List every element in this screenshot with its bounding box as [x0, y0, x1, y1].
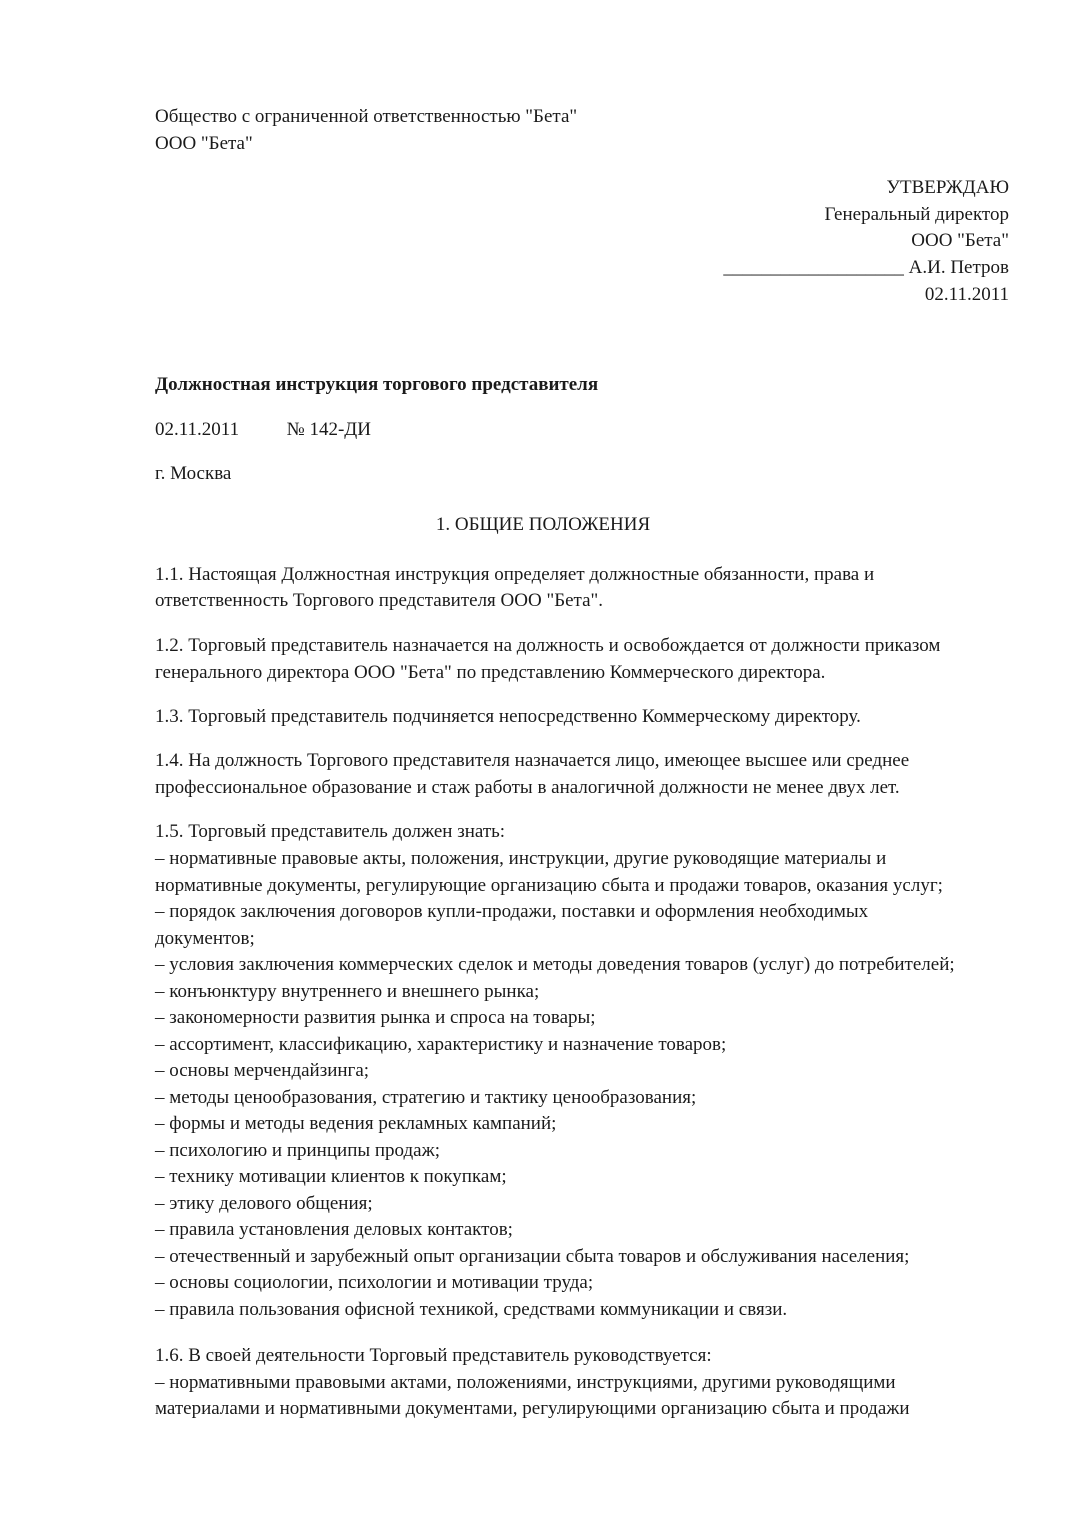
section-1-heading: 1. ОБЩИЕ ПОЛОЖЕНИЯ — [435, 514, 651, 535]
paragraph-1-5-line: – методы ценообразования, стратегию и тактику ценообразования; — [155, 1087, 697, 1108]
approval-date: 02.11.2011 — [924, 284, 1009, 305]
paragraph-1-5-line: 1.5. Торговый представитель должен знать: — [155, 821, 506, 842]
approval-signer: А.И. Петров — [908, 257, 1009, 278]
paragraph-1-5-line: – формы и методы ведения рекламных кампаний; — [155, 1113, 557, 1134]
org-full-name: Общество с ограниченной ответственностью "Бета" — [155, 106, 578, 127]
paragraph-1-1-line: 1.1. Настоящая Должностная инструкция определяет должностные обязанности, права и — [155, 564, 875, 585]
paragraph-1-5-line: – закономерности развития рынка и спроса на товары; — [155, 1007, 596, 1028]
paragraph-1-5-line: нормативные документы, регулирующие организацию сбыта и продажи товаров, оказания услуг; — [155, 875, 943, 896]
paragraph-1-6-line: материалами и нормативными документами, регулирующими организацию сбыта и продажи — [155, 1398, 910, 1419]
paragraph-1-2-line: генерального директора ООО "Бета" по представлению Коммерческого директора. — [155, 662, 826, 683]
paragraph-1-5-line: – конъюнктуру внутреннего и внешнего рынка; — [155, 981, 540, 1002]
paragraph-1-5-line: – нормативные правовые акты, положения, инструкции, другие руководящие материалы и — [155, 848, 887, 869]
signature-line: ___________________ — [723, 257, 904, 278]
approval-heading: УТВЕРЖДАЮ — [886, 177, 1009, 198]
paragraph-1-5-line: документов; — [155, 928, 255, 949]
approval-org: ООО "Бета" — [911, 230, 1009, 251]
org-short-name: ООО "Бета" — [155, 133, 253, 154]
paragraph-1-5-line: – порядок заключения договоров купли-продажи, поставки и оформления необходимых — [155, 901, 869, 922]
paragraph-1-2-line: 1.2. Торговый представитель назначается на должность и освобождается от должности приказом — [155, 635, 941, 656]
paragraph-1-5-line: – ассортимент, классификацию, характеристику и назначение товаров; — [155, 1034, 727, 1055]
document-number: № 142-ДИ — [286, 419, 371, 440]
paragraph-1-5-line: – основы мерчендайзинга; — [155, 1060, 370, 1081]
approval-signature-row — [723, 258, 1009, 277]
paragraph-1-5-line: – правила установления деловых контактов; — [155, 1219, 513, 1240]
approval-position: Генеральный директор — [824, 204, 1009, 225]
paragraph-1-5-line: – условия заключения коммерческих сделок и методы доведения товаров (услуг) до потребителей; — [155, 954, 955, 975]
document-date: 02.11.2011 — [155, 419, 240, 440]
paragraph-1-1-line: ответственность Торгового представителя ООО "Бета". — [155, 590, 604, 611]
document-date-number — [155, 420, 371, 439]
paragraph-1-5-line: – основы социологии, психологии и мотивации труда; — [155, 1272, 594, 1293]
document-city: г. Москва — [155, 463, 232, 484]
paragraph-1-5-line: – отечественный и зарубежный опыт организации сбыта товаров и обслуживания населения; — [155, 1246, 910, 1267]
paragraph-1-6-line: 1.6. В своей деятельности Торговый представитель руководствуется: — [155, 1345, 712, 1366]
paragraph-1-5-line: – технику мотивации клиентов к покупкам; — [155, 1166, 507, 1187]
paragraph-1-5-line: – психологию и принципы продаж; — [155, 1140, 440, 1161]
paragraph-1-5-line: – правила пользования офисной техникой, средствами коммуникации и связи. — [155, 1299, 788, 1320]
document-title: Должностная инструкция торгового представителя — [155, 374, 599, 395]
paragraph-1-6-line: – нормативными правовыми актами, положениями, инструкциями, другими руководящими — [155, 1372, 896, 1393]
paragraph-1-3-line: 1.3. Торговый представитель подчиняется непосредственно Коммерческому директору. — [155, 706, 861, 727]
paragraph-1-4-line: 1.4. На должность Торгового представителя назначается лицо, имеющее высшее или среднее — [155, 750, 910, 771]
paragraph-1-4-line: профессиональное образование и стаж работы в аналогичной должности не менее двух лет. — [155, 777, 900, 798]
paragraph-1-5-line: – этику делового общения; — [155, 1193, 373, 1214]
